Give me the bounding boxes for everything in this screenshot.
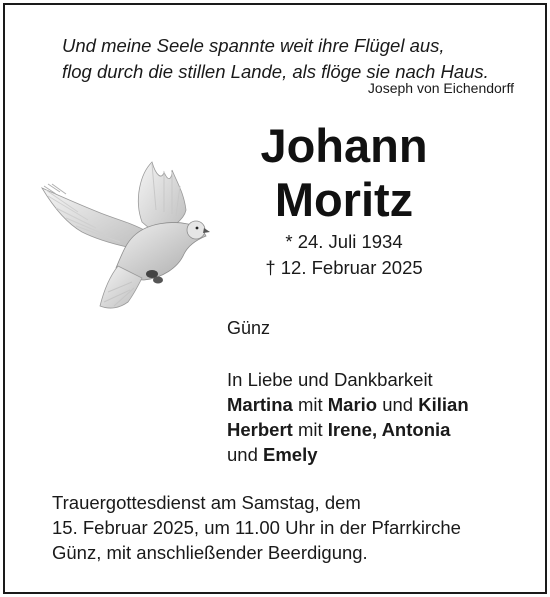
mourners-line-2 <box>227 417 469 442</box>
mourners-line-1 <box>227 392 469 417</box>
connector-text: mit <box>297 419 323 440</box>
mourners-intro: In Liebe und Dankbarkeit <box>227 369 433 390</box>
death-date: † 12. Februar 2025 <box>265 257 423 278</box>
mourner-name: Kilian <box>418 394 469 415</box>
connector-text: mit <box>297 394 323 415</box>
service-info <box>52 490 461 565</box>
mourners-line-3 <box>227 442 469 467</box>
connector-text: und <box>227 444 258 465</box>
poem-line-1: Und meine Seele spannte weit ihre Flügel aus, <box>62 35 445 56</box>
mourner-name: Martina <box>227 394 293 415</box>
poem <box>62 33 514 85</box>
service-line-3: Günz, mit anschließender Beerdigung. <box>52 542 368 563</box>
mourner-name: Mario <box>327 394 378 415</box>
poem-line-2: flog durch die stillen Lande, als flöge sie nach Haus. <box>62 61 489 82</box>
poem-author: Joseph von Eichendorff <box>367 80 514 96</box>
dove-icon <box>38 150 214 320</box>
residence-place: Günz <box>227 318 271 338</box>
service-line-2: 15. Februar 2025, um 11.00 Uhr in der Pfarrkirche <box>52 517 461 538</box>
mourners-block <box>227 367 469 467</box>
birth-date: * 24. Juli 1934 <box>285 231 403 252</box>
deceased-first-name: Johann <box>260 119 428 172</box>
mourner-name: Irene, Antonia <box>327 419 451 440</box>
mourner-name: Emely <box>263 444 318 465</box>
mourner-name: Herbert <box>227 419 293 440</box>
deceased-last-name: Moritz <box>274 173 414 226</box>
service-line-1: Trauergottesdienst am Samstag, dem <box>52 492 361 513</box>
connector-text: und <box>382 394 414 415</box>
